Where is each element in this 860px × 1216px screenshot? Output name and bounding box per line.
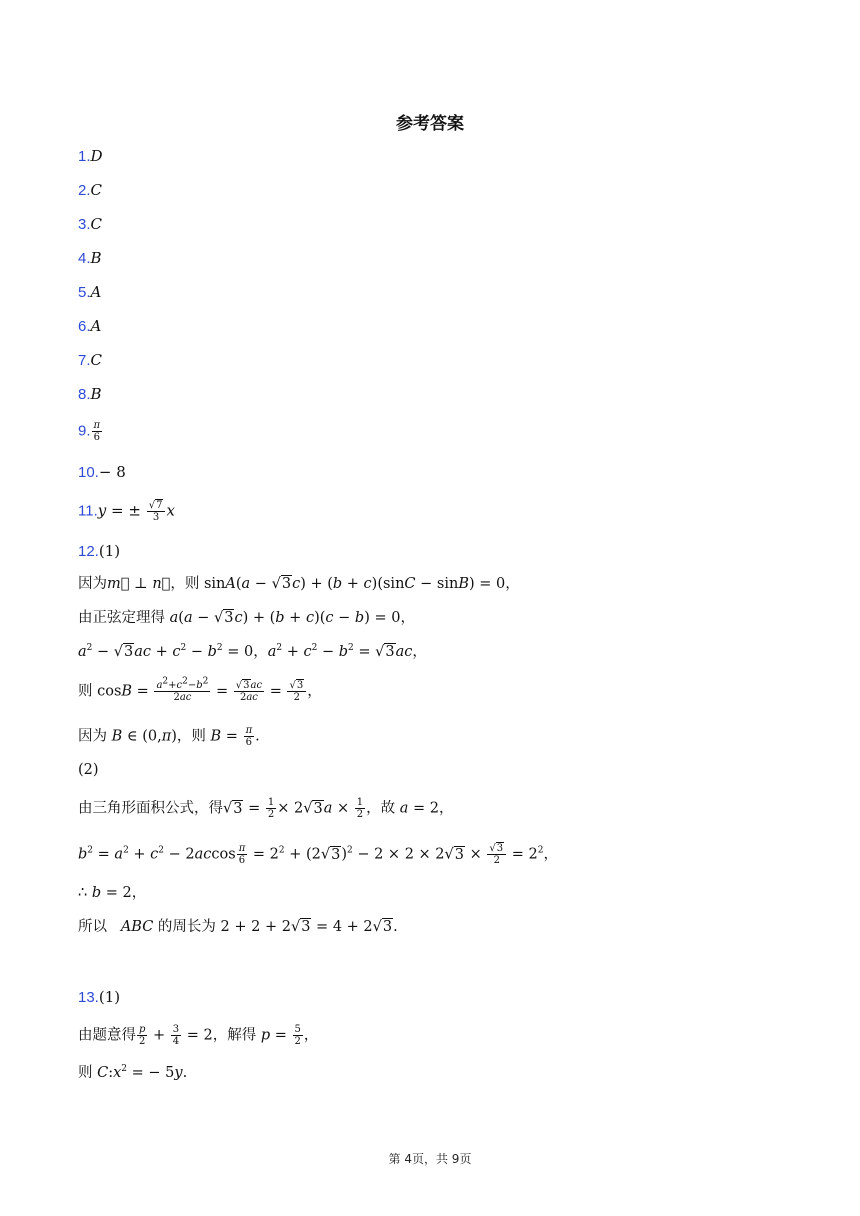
fraction: $\frac{1}{2}$ xyxy=(267,797,275,820)
q13-line-2: 则 $C:x^2$ = − 5y. xyxy=(78,1064,188,1081)
answer-1: 1.D xyxy=(78,147,103,165)
answer-11: 11.y = ± $\frac{√7}{3}$ x xyxy=(78,500,175,523)
fraction: $\frac{√7}{3}$ xyxy=(147,500,166,523)
q13-line-1: 由题意得 $\frac{p}{2}$ + $\frac{3}{4}$ = 2，解得 p = $\frac{5}{2}$ ， xyxy=(78,1024,319,1047)
fraction: $\frac{√3}{2}$ xyxy=(487,843,506,866)
fraction: $\frac{a^2+c^2-b^2}{2ac}$ xyxy=(156,676,209,703)
answer-3: 3.C xyxy=(78,215,102,233)
answer-8: 8.B xyxy=(78,385,102,403)
q12-part2-label: (2) xyxy=(78,762,99,778)
fraction: $\frac{3}{4}$ xyxy=(172,1024,180,1047)
answer-7: 7.C xyxy=(78,351,102,369)
fraction: $\frac{5}{2}$ xyxy=(294,1024,301,1047)
q12-line-9: 所以 ABC 的周长为 2 + 2 + 2√3 = 4 + 2√3. xyxy=(78,919,398,935)
q12-line-7: $b^2 = a^2 + c^2 - 2accos$ $\frac{\pi}{6}$ = $2^2 + (2√3)^2 - 2 \times 2 \times 2√3$ × $\frac{√3}{2}$ = $2^2$， xyxy=(78,843,558,866)
answer-10: 10.− 8 xyxy=(78,463,126,481)
page-footer: 第 4页，共 9页 xyxy=(388,1152,472,1166)
q12-line-5: 因为 B ∈ (0,π)，则 B = $\frac{\pi}{6}$ . xyxy=(78,725,260,748)
answer-4: 4.B xyxy=(78,249,102,267)
answer-13: 13.(1) xyxy=(78,988,121,1006)
fraction: $\frac{1}{2}$ xyxy=(356,797,364,820)
answer-2: 2.C xyxy=(78,181,102,199)
fraction: $\frac{\pi}{6}$ xyxy=(245,725,253,748)
page-title: 参考答案 xyxy=(396,114,464,134)
answer-9: 9. $\frac{\pi}{6}$ xyxy=(78,420,101,443)
q12-line-8: ∴ b = 2， xyxy=(78,885,147,901)
fraction: $\frac{\pi}{6}$ xyxy=(93,420,101,443)
answer-5: 5.A xyxy=(78,283,102,301)
q12-line-4: 则 cosB = $\frac{a^2+c^2-b^2}{2ac}$ = $\frac{√3ac}{2ac}$ = $\frac{√3}{2}$ ， xyxy=(78,676,322,703)
answer-12: 12.(1) xyxy=(78,542,121,560)
answer-6: 6.A xyxy=(78,317,102,335)
q12-line-6: 由三角形面积公式，得√3 = $\frac{1}{2}$ × 2√3a × $\frac{1}{2}$ ，故 a = 2， xyxy=(78,797,454,820)
fraction: $\frac{\pi}{6}$ xyxy=(238,843,246,866)
fraction: $\frac{p}{2}$ xyxy=(139,1024,146,1047)
fraction: $\frac{√3}{2}$ xyxy=(287,680,306,703)
fraction: $\frac{√3ac}{2ac}$ xyxy=(235,680,263,703)
q12-line-3: $a^2 - √3ac + c^2 - b^2 = 0$，$a^2 + c^2 - b^2 = √3ac$， xyxy=(78,643,427,660)
q12-line-2: 由正弦定理得 a(a − √3c) + (b + c)(c − b) = 0， xyxy=(78,610,415,626)
q12-line-1: 因为m⃗ ⊥ n⃗，则 sinA(a − √3c) + (b + c)(sinC − sinB) = 0， xyxy=(78,576,520,592)
